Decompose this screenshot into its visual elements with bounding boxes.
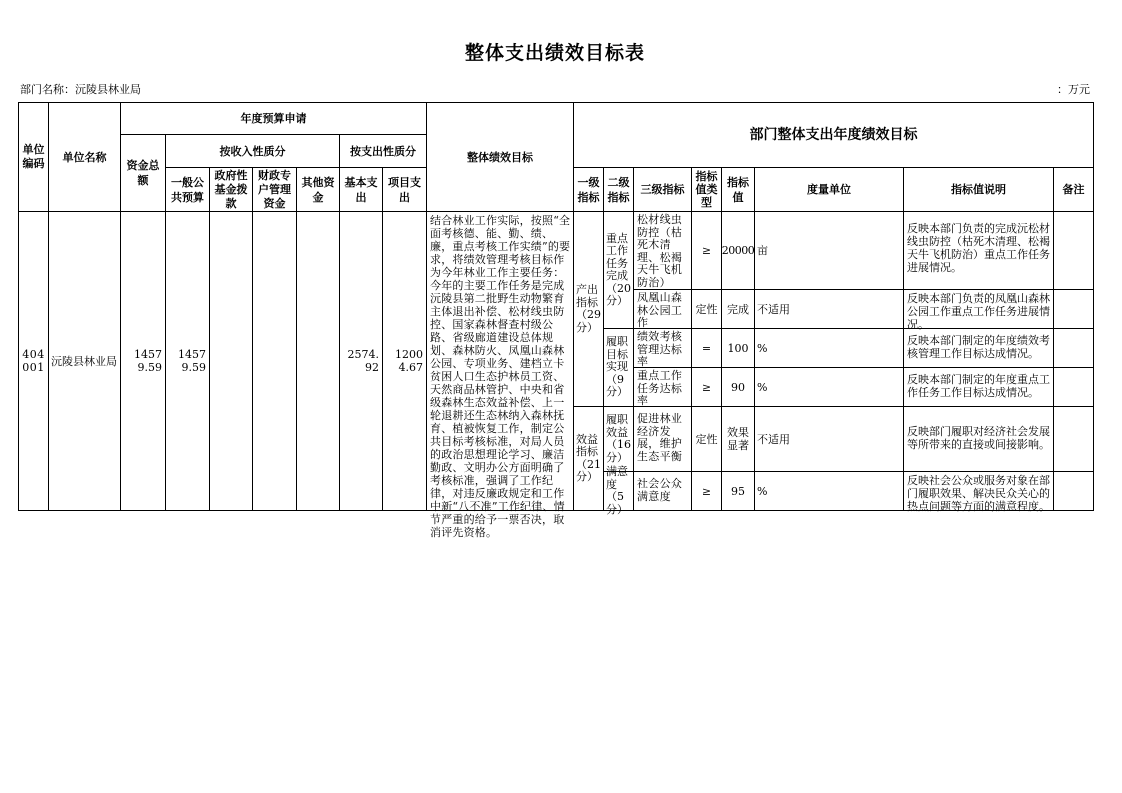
header-gov-fund: 政府性基金拨款 — [210, 168, 253, 212]
cell-other-funds — [297, 212, 340, 511]
header-other-funds: 其他资金 — [297, 168, 340, 212]
indicator-level3: 促进林业经济发展，维护生态平衡 — [634, 407, 692, 472]
header-annual-budget: 年度预算申请 — [121, 102, 427, 135]
indicator-remark — [1054, 368, 1094, 407]
indicator-value: 效果显著 — [722, 407, 755, 472]
header-value-type: 指标值类型 — [692, 168, 722, 212]
currency-unit-label: ：万元 — [1057, 83, 1090, 96]
cell-gov-fund — [210, 212, 253, 511]
indicator-value-type: 定性 — [692, 407, 722, 472]
department-label: 部门名称：沅陵县林业局 — [20, 83, 141, 96]
indicator-level3: 松材线虫防控（枯死木清理、松褐天牛飞机防治） — [634, 212, 692, 290]
header-measure-unit: 度量单位 — [755, 168, 904, 212]
indicator-remark — [1054, 329, 1094, 368]
indicator-value-type: ≥ — [692, 472, 722, 511]
level1-output: 产出指标（29分） — [574, 212, 604, 407]
header-by-expense: 按支出性质分 — [340, 135, 427, 168]
cell-unit-code: 404001 — [18, 212, 49, 511]
indicator-desc: 反映本部门制定的年度绩效考核管理工作目标达成情况。 — [904, 329, 1054, 368]
indicator-remark — [1054, 212, 1094, 290]
header-total-funds: 资金总额 — [121, 135, 166, 212]
header-value-desc: 指标值说明 — [904, 168, 1054, 212]
indicator-value: 95 — [722, 472, 755, 511]
cell-unit-name: 沅陵县林业局 — [49, 212, 121, 511]
level2-duty-benefit: 履职效益（16分） — [604, 407, 634, 472]
header-basic-expense: 基本支出 — [340, 168, 383, 212]
header-general-budget: 一般公共预算 — [166, 168, 210, 212]
header-dept-goal: 部门整体支出年度绩效目标 — [574, 102, 1094, 168]
level2-satisfaction: 满意度（5分） — [604, 472, 634, 511]
indicator-desc: 反映本部门负责的完成沅松材线虫防控（枯死木清理、松褐天牛飞机防治）重点工作任务进展情况。 — [904, 212, 1054, 290]
indicator-level3: 重点工作任务达标率 — [634, 368, 692, 407]
cell-project-expense: 12004.67 — [383, 212, 427, 511]
indicator-value: 90 — [722, 368, 755, 407]
indicator-desc: 反映本部门负责的凤凰山森林公园工作重点工作任务进展情况。 — [904, 290, 1054, 329]
header-unit-name: 单位名称 — [49, 102, 121, 212]
header-level1: 一级指标 — [574, 168, 604, 212]
cell-fiscal-special — [253, 212, 297, 511]
header-level3: 三级指标 — [634, 168, 692, 212]
indicator-unit: 不适用 — [755, 290, 904, 329]
indicator-desc: 反映本部门制定的年度重点工作任务工作目标达成情况。 — [904, 368, 1054, 407]
cell-general-budget: 14579.59 — [166, 212, 210, 511]
header-value: 指标值 — [722, 168, 755, 212]
indicator-value-type: 定性 — [692, 290, 722, 329]
indicator-remark — [1054, 472, 1094, 511]
cell-overall-goal: 结合林业工作实际，按照“全面考核德、能、勤、绩、廉，重点考核工作实绩”的要求，将绩效管理考核目标作为今年林业工作主要任务：今年的主要工作任务是完成沅陵县第二批野生动物繁育主体退出补偿、松材线虫防控、国家森林督查村级公路、省级廊道建设总体规划、森林防火、凤凰山森林公园、专项业务、建档立卡贫困人口生态护林员工资、天然商品林管护、中央和省级森林生态效益补偿、上一轮退耕还生态林纳入森林抚育、植被恢复工作，制定公共目标考核标准，对局人员的政治思想理论学习、廉洁勤政、文明办公方面明确了考核标准，强调了工作纪律，对违反廉政规定和工作中新“八不准”工作纪律、情节严重的给予一票否决，取消评先资格。 — [427, 212, 574, 511]
page-title: 整体支出绩效目标表 — [464, 42, 645, 64]
header-fiscal-special: 财政专户管理资金 — [253, 168, 297, 212]
level2-key-tasks: 重点工作任务完成（20分） — [604, 212, 634, 329]
header-project-expense: 项目支出 — [383, 168, 427, 212]
header-by-income: 按收入性质分 — [166, 135, 340, 168]
indicator-level3: 凤凰山森林公园工作 — [634, 290, 692, 329]
indicator-unit: % — [755, 368, 904, 407]
indicator-level3: 绩效考核管理达标率 — [634, 329, 692, 368]
indicator-unit: % — [755, 329, 904, 368]
level2-duty-goals: 履职目标实现（9分） — [604, 329, 634, 407]
indicator-unit: 不适用 — [755, 407, 904, 472]
indicator-desc: 反映社会公众或服务对象在部门履职效果、解决民众关心的热点问题等方面的满意程度。 — [904, 472, 1054, 511]
indicator-unit: 亩 — [755, 212, 904, 290]
indicator-value-type: ≥ — [692, 212, 722, 290]
header-remark: 备注 — [1054, 168, 1094, 212]
cell-basic-expense: 2574.92 — [340, 212, 383, 511]
indicator-remark — [1054, 290, 1094, 329]
indicator-desc: 反映部门履职对经济社会发展等所带来的直接或间接影响。 — [904, 407, 1054, 472]
header-unit-code: 单位编码 — [18, 102, 49, 212]
indicator-value-type: = — [692, 329, 722, 368]
indicator-unit: % — [755, 472, 904, 511]
indicator-level3: 社会公众满意度 — [634, 472, 692, 511]
indicator-remark — [1054, 407, 1094, 472]
header-level2: 二级指标 — [604, 168, 634, 212]
indicator-value: 完成 — [722, 290, 755, 329]
header-overall-goal: 整体绩效目标 — [427, 102, 574, 212]
indicator-value: 100 — [722, 329, 755, 368]
cell-total-funds: 14579.59 — [121, 212, 166, 511]
indicator-value: 20000 — [722, 212, 755, 290]
indicator-value-type: ≥ — [692, 368, 722, 407]
level1-benefit: 效益指标（21分） — [574, 407, 604, 511]
